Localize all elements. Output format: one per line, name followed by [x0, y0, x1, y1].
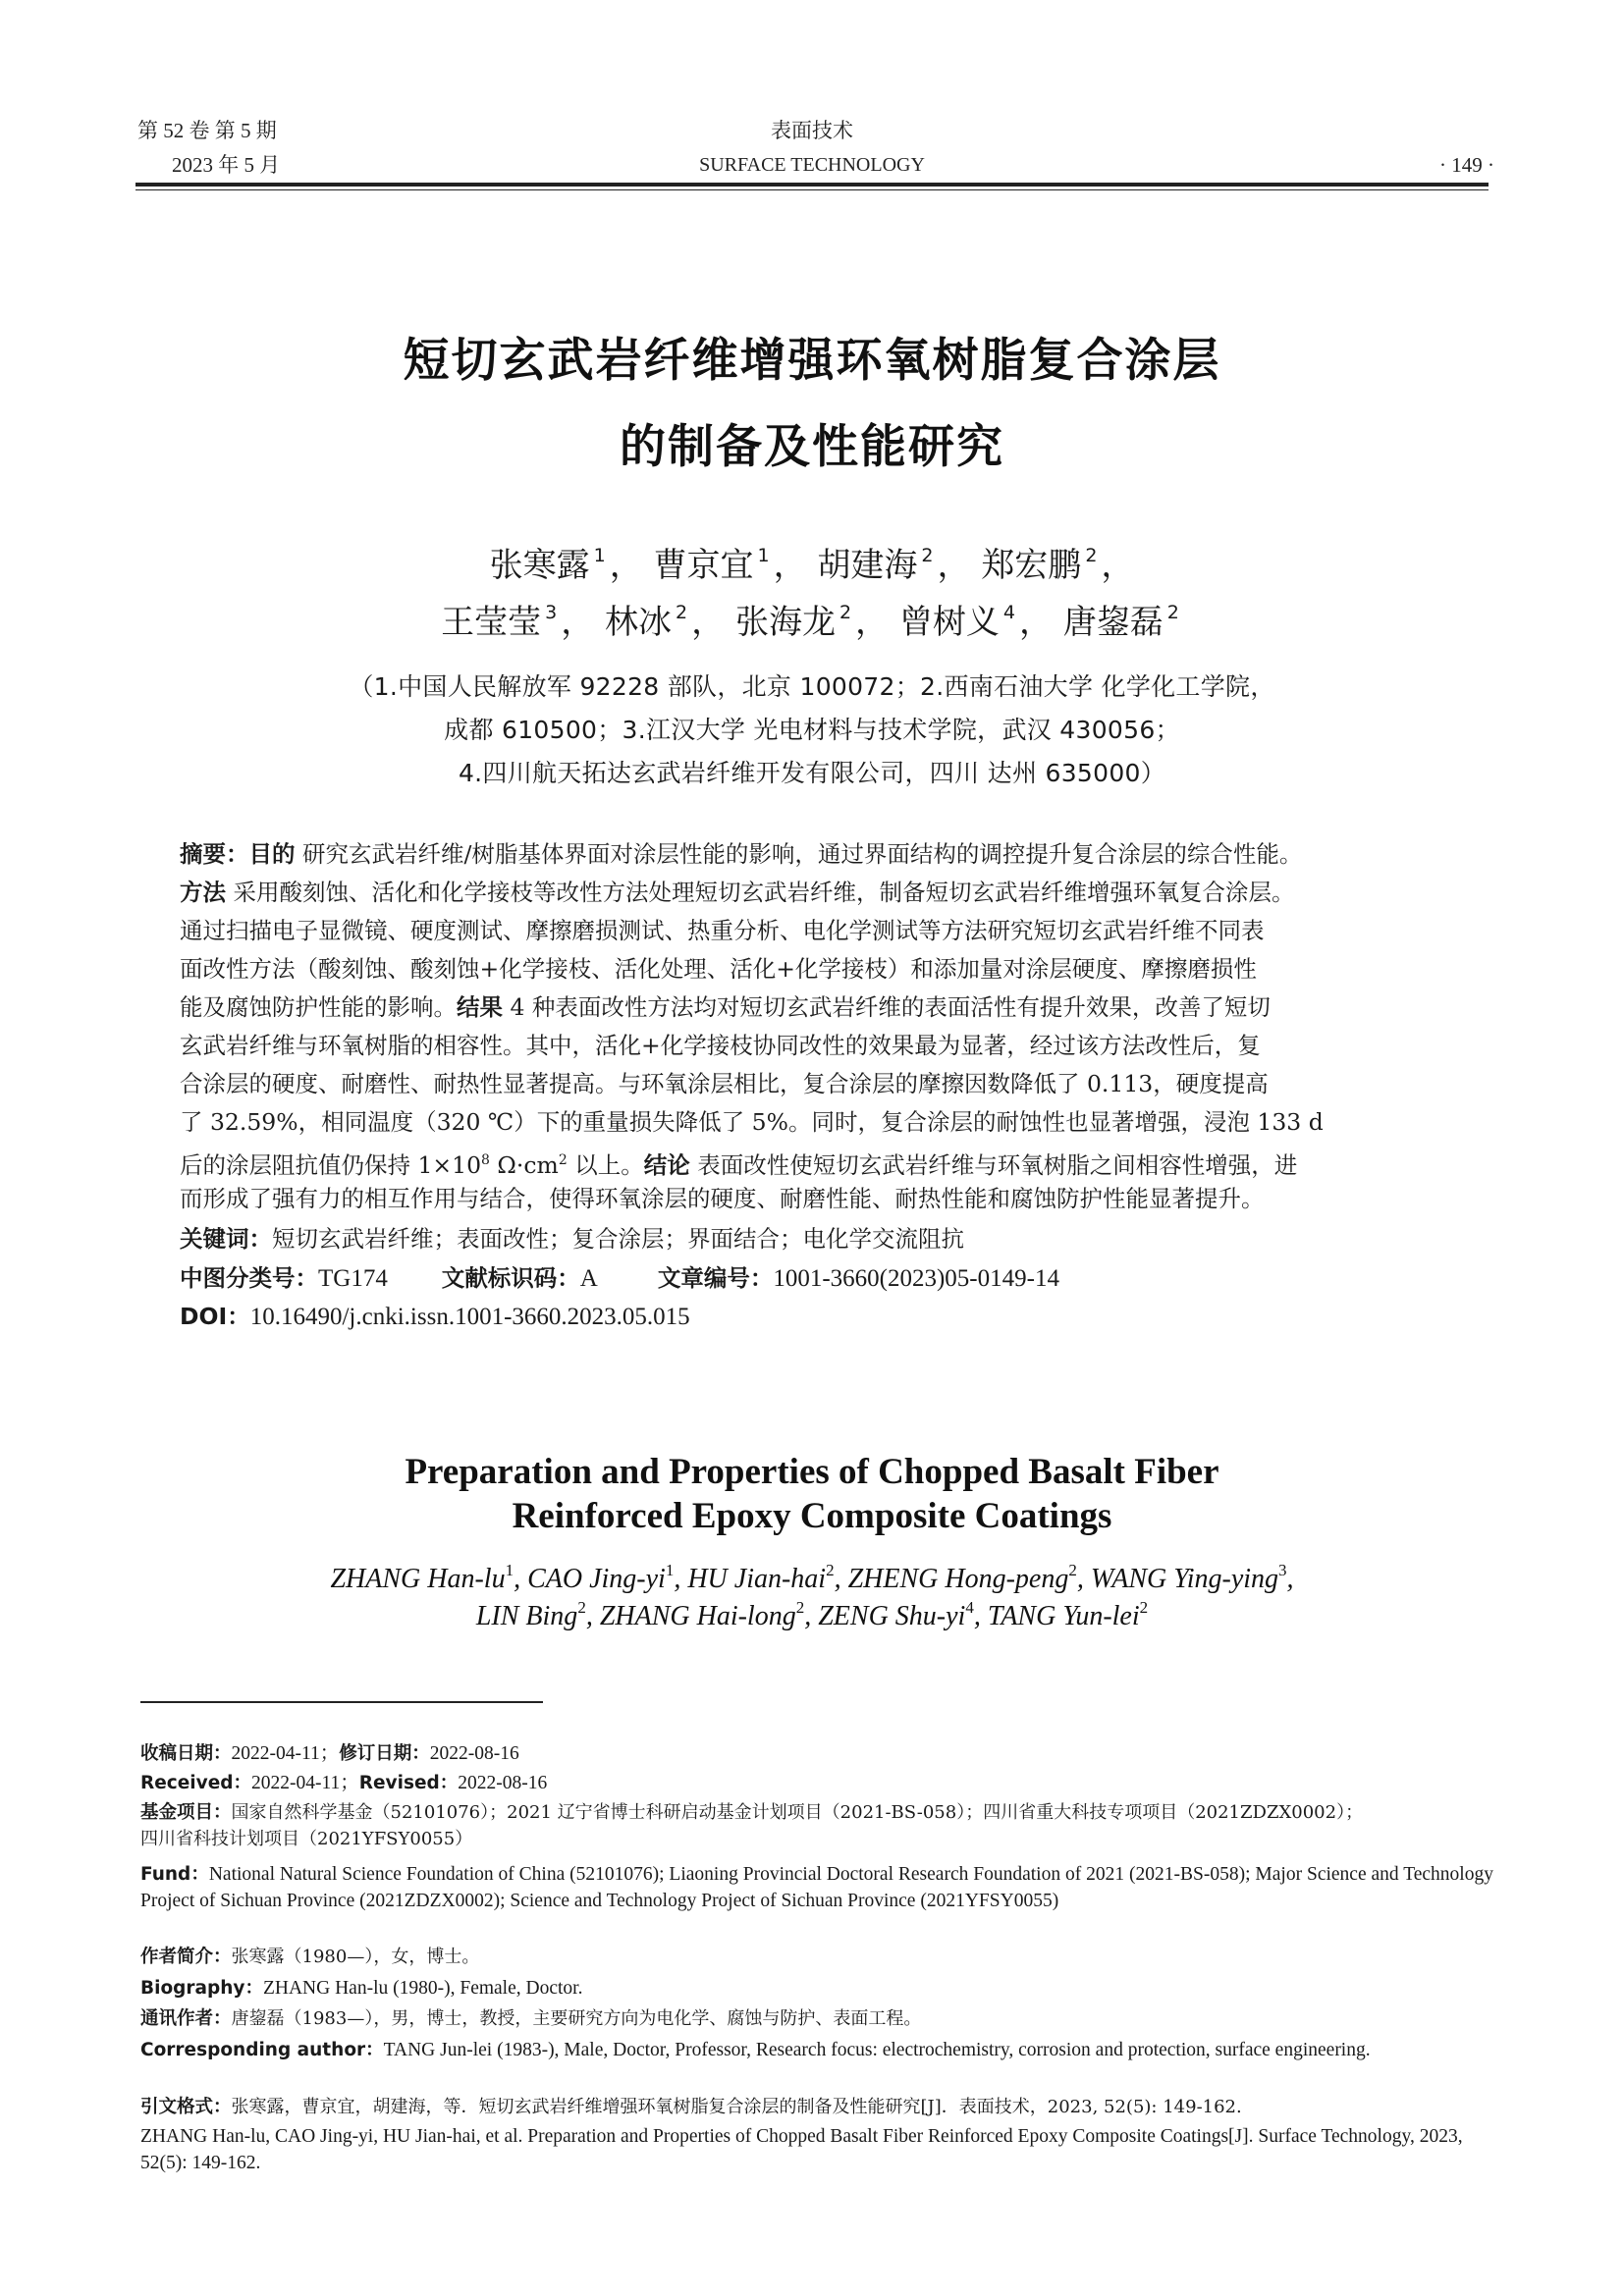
keywords-label: 关键词： — [180, 1225, 272, 1253]
header-journal-cn: 表面技术 — [771, 119, 853, 142]
english-title-line-2: Reinforced Epoxy Composite Coatings — [512, 1496, 1112, 1536]
abstract-line-10: 而形成了强有力的相互作用与结合，使得环氧涂层的硬度、耐磨性能、耐热性能和腐蚀防护性能显著提升。 — [180, 1185, 1265, 1212]
label: 修订日期： — [339, 1743, 430, 1764]
author-name: 唐鋆磊 — [1062, 603, 1164, 642]
author-affil-sup: 2 — [1166, 602, 1179, 623]
keywords-value: 短切玄武岩纤维；表面改性；复合涂层；界面结合；电化学交流阻抗 — [272, 1225, 964, 1253]
abstract-line-9 — [180, 1143, 1456, 1183]
author-name-en: ZHENG Hong-peng — [847, 1564, 1069, 1594]
doi-label: DOI： — [180, 1303, 250, 1330]
value: TANG Jun-lei (1983-), Male, Doctor, Professor, Research focus: electrochemistry, corrosion and protection, surface engineering. — [383, 2040, 1371, 2060]
abstract-result-end: 后的涂层阻抗值仍保持 1×10 — [180, 1150, 482, 1179]
abstract-result: 4 种表面改性方法均对短切玄武岩纤维的表面活性有提升效果，改善了短切 — [510, 993, 1271, 1021]
author-affil-sup: 2 — [1085, 545, 1098, 566]
abstract-line-5 — [180, 989, 1456, 1025]
value: ZHANG Han-lu (1980-), Female, Doctor. — [262, 1978, 583, 1999]
footnote-rule — [140, 1701, 543, 1703]
doi — [180, 1299, 690, 1335]
english-authors-line-2: LIN Bing$^2$, ZHANG Hai-long$^2$, ZENG Shu-$yi^4$, TANG Yun-lei$^2$ — [475, 1598, 1149, 1631]
abstract-method: 采用酸刻蚀、活化和化学接枝等改性方法处理短切玄武岩纤维，制备短切玄武岩纤维增强环氧复合涂层。 — [233, 879, 1295, 906]
abstract-line-7: 合涂层的硬度、耐磨性、耐热性显著提高。与环氧涂层相比，复合涂层的摩擦因数降低了 0.113，硬度提高 — [180, 1070, 1269, 1097]
author-affil-sup: 2 — [839, 602, 852, 623]
author-name: 林冰 — [605, 603, 673, 642]
header-journal-en: SURFACE TECHNOLOGY — [699, 154, 925, 176]
author-affil-sup: 3 — [545, 602, 558, 623]
value: 张寒露（1980—），女，博士。 — [231, 1947, 480, 1967]
label: 引文格式： — [140, 2097, 232, 2117]
footnote-corr-cn — [140, 2005, 1493, 2032]
doc-code-label: 文献标识码： — [441, 1264, 580, 1292]
clc-value: TG174 — [318, 1265, 388, 1292]
label: 通讯作者： — [140, 2008, 232, 2029]
header-page-number: · 149 · — [1439, 153, 1494, 177]
author-name-en: WANG Ying-ying — [1090, 1564, 1279, 1594]
header-rule-thin — [135, 189, 1489, 190]
author-affil-sup: 3 — [1278, 1561, 1287, 1579]
author-affil-sup: 2 — [1139, 1598, 1149, 1617]
abstract-result-label: 结果 — [457, 993, 503, 1021]
label: Revised： — [358, 1773, 459, 1793]
value: 2022-04-11； — [251, 1773, 359, 1793]
article-number-value: 1001-3660(2023)05-0149-14 — [773, 1265, 1059, 1292]
author-name-en: CAO Jing-yi — [527, 1564, 666, 1594]
title-line-2: 的制备及性能研究 — [620, 420, 1004, 474]
abstract-purpose: 研究玄武岩纤维/树脂基体界面对涂层性能的影响，通过界面结构的调控提升复合涂层的综合性能。 — [301, 840, 1303, 868]
affiliation-line-1: （1.中国人民解放军 92228 部队，北京 100072；2.西南石油大学 化学化工学院， — [349, 672, 1275, 701]
abstract-line-4: 面改性方法（酸刻蚀、酸刻蚀+化学接枝、活化处理、活化+化学接枝）和添加量对涂层硬度、摩擦磨损性 — [180, 955, 1257, 983]
label: 作者简介： — [140, 1947, 232, 1967]
english-authors-line-1: ZHANG Han-$lu^1$, CAO Jing-$yi^1$, HU Jian-hai$^2$, ZHENG Hong-peng$^2$, WANG Ying-ying$^3$, — [330, 1561, 1294, 1594]
value: 国家自然科学基金（52101076）；2021 辽宁省博士科研启动基金计划项目（2021-BS-058）；四川省重大科技专项项目（2021ZDZX0002）； — [231, 1802, 1364, 1823]
value: National Natural Science Foundation of China (52101076); Liaoning Provincial Doctoral Research Foundation of 2021 (2021-BS-058); Major Science and Technology Project of Sichuan Province (2021ZDZX0002); Science and Technology Project of Sichuan Province (2021YFSY0055) — [140, 1864, 1493, 1911]
abstract-line-3: 通过扫描电子显微镜、硬度测试、摩擦磨损测试、热重分析、电化学测试等方法研究短切玄武岩纤维不同表 — [180, 917, 1265, 944]
author-affil-sup: 2 — [826, 1561, 835, 1579]
author-name-en: TANG Yun-lei — [987, 1601, 1140, 1631]
author-affil-sup: 2 — [795, 1598, 805, 1617]
affiliation-line-2: 成都 610500；3.江汉大学 光电材料与技术学院，武汉 430056； — [444, 716, 1180, 744]
label: 基金项目： — [140, 1802, 232, 1823]
value: 2022-04-11； — [231, 1743, 340, 1764]
label: 收稿日期： — [140, 1743, 232, 1764]
abstract-result-tail: 以上。 — [567, 1150, 644, 1179]
author-affil-sup: 4 — [965, 1598, 974, 1617]
label: Corresponding author： — [140, 2040, 384, 2060]
exponent: 2 — [558, 1152, 568, 1168]
value: 2022-08-16 — [429, 1743, 519, 1764]
author-name: 胡建海 — [817, 546, 918, 585]
abstract-purpose-label: 目的 — [248, 840, 296, 868]
author-affil-sup: 1 — [665, 1561, 675, 1579]
footnote-cite-en: ZHANG Han-lu, CAO Jing-yi, HU Jian-hai, et al. Preparation and Properties of Chopped Basalt Fiber Reinforced Epoxy Composite Coatings[J]. Surface Technology, 2023, 52(5): 149-162. — [140, 2126, 1463, 2173]
doi-value[interactable]: 10.16490/j.cnki.issn.1001-3660.2023.05.015 — [249, 1304, 690, 1330]
footnote-fund-cn — [140, 1799, 1493, 1852]
abstract-line-2 — [180, 875, 1456, 910]
header-rule-thick — [135, 183, 1489, 187]
classification — [180, 1260, 1059, 1297]
author-affil-sup: 2 — [1068, 1561, 1077, 1579]
affiliation-line-3: 4.四川航天拓达玄武岩纤维开发有限公司，四川 达州 635000） — [458, 759, 1166, 787]
footnote-fund-en — [140, 1861, 1493, 1914]
abstract-line-6: 玄武岩纤维与环氧树脂的相容性。其中，活化+化学接枝协同改性的效果最为显著，经过该方法改性后，复 — [180, 1032, 1261, 1059]
author-name: 张海龙 — [734, 603, 836, 642]
label: Fund： — [140, 1864, 209, 1885]
author-affil-sup: 1 — [593, 545, 606, 566]
author-affil-sup: 1 — [505, 1561, 514, 1579]
english-title-line-1: Preparation and Properties of Chopped Basalt Fiber — [405, 1452, 1219, 1492]
value: 2022-08-16 — [458, 1773, 548, 1793]
abstract-conclusion: 表面改性使短切玄武岩纤维与环氧树脂之间相容性增强，进 — [697, 1150, 1298, 1179]
value: 张寒露，曹京宜，胡建海，等．短切玄武岩纤维增强环氧树脂复合涂层的制备及性能研究[J]．表面技术，2023, 52(5): 149-162. — [231, 2097, 1242, 2117]
value: 四川省科技计划项目（2021YFSY0055） — [140, 1829, 473, 1849]
abstract-method-label: 方法 — [180, 879, 226, 906]
unit: Ω·cm — [489, 1150, 559, 1179]
author-affil-sup: 2 — [676, 602, 688, 623]
author-affil-sup: 2 — [921, 545, 934, 566]
author-name: 王莹莹 — [441, 603, 542, 642]
author-affil-sup: 4 — [1002, 602, 1015, 623]
keywords — [180, 1221, 964, 1256]
abstract-line-8: 了 32.59%，相同温度（320 ℃）下的重量损失降低了 5%。同时，复合涂层的耐蚀性也显著增强，浸泡 133 d — [180, 1108, 1324, 1136]
author-affil-sup: 2 — [577, 1598, 586, 1617]
article-number-label: 文章编号： — [657, 1264, 774, 1292]
title-line-1: 短切玄武岩纤维增强环氧树脂复合涂层 — [403, 334, 1221, 388]
footnote-cite-cn — [140, 2094, 1493, 2120]
author-name: 曾树义 — [898, 603, 1000, 642]
author-name-en: HU Jian-hai — [687, 1564, 827, 1594]
header-volume-issue: 第 52 卷 第 5 期 — [137, 119, 277, 142]
header-date: 2023 年 5 月 — [172, 153, 281, 177]
label: Biography： — [140, 1978, 263, 1999]
authors-cn-line-2: 王莹莹 $^3$ ， 林冰 $^2$ ， 张海龙 $^2$ ， 曾树义 $^4$ ， 唐鋆磊 $^2$ — [441, 602, 1179, 642]
footnote-bio-en — [140, 1975, 1493, 2002]
value: 唐鋆磊（1983—），男，博士，教授，主要研究方向为电化学、腐蚀与防护、表面工程。 — [231, 2008, 922, 2029]
author-name: 曹京宜 — [653, 546, 754, 585]
author-name: 郑宏鹏 — [981, 546, 1082, 585]
author-name-en: LIN Bing — [475, 1601, 578, 1631]
abstract-method-end: 能及腐蚀防护性能的影响。 — [180, 993, 457, 1021]
footnote-bio-cn — [140, 1944, 1493, 1970]
clc-label: 中图分类号： — [180, 1264, 318, 1292]
footnote-corr-en — [140, 2037, 1493, 2063]
author-name-en: ZHANG Han-lu — [330, 1564, 506, 1594]
abstract-line-1 — [180, 836, 1456, 872]
abstract-label: 摘要： — [180, 840, 249, 868]
exponent: 8 — [481, 1152, 490, 1168]
author-name-en: ZENG Shu-yi — [818, 1601, 966, 1631]
author-affil-sup: 1 — [757, 545, 770, 566]
author-name: 张寒露 — [489, 546, 590, 585]
label: Received： — [140, 1773, 251, 1793]
footnote-received-cn — [140, 1740, 1493, 1767]
abstract-conclusion-label: 结论 — [643, 1150, 690, 1179]
authors-cn-line-1: 张寒露 $^1$ ， 曹京宜 $^1$ ， 胡建海 $^2$ ， 郑宏鹏 $^2$ ， — [489, 545, 1135, 585]
footnote-received-en — [140, 1770, 1493, 1796]
doc-code-value: A — [579, 1265, 598, 1292]
author-name-en: ZHANG Hai-long — [599, 1601, 796, 1631]
